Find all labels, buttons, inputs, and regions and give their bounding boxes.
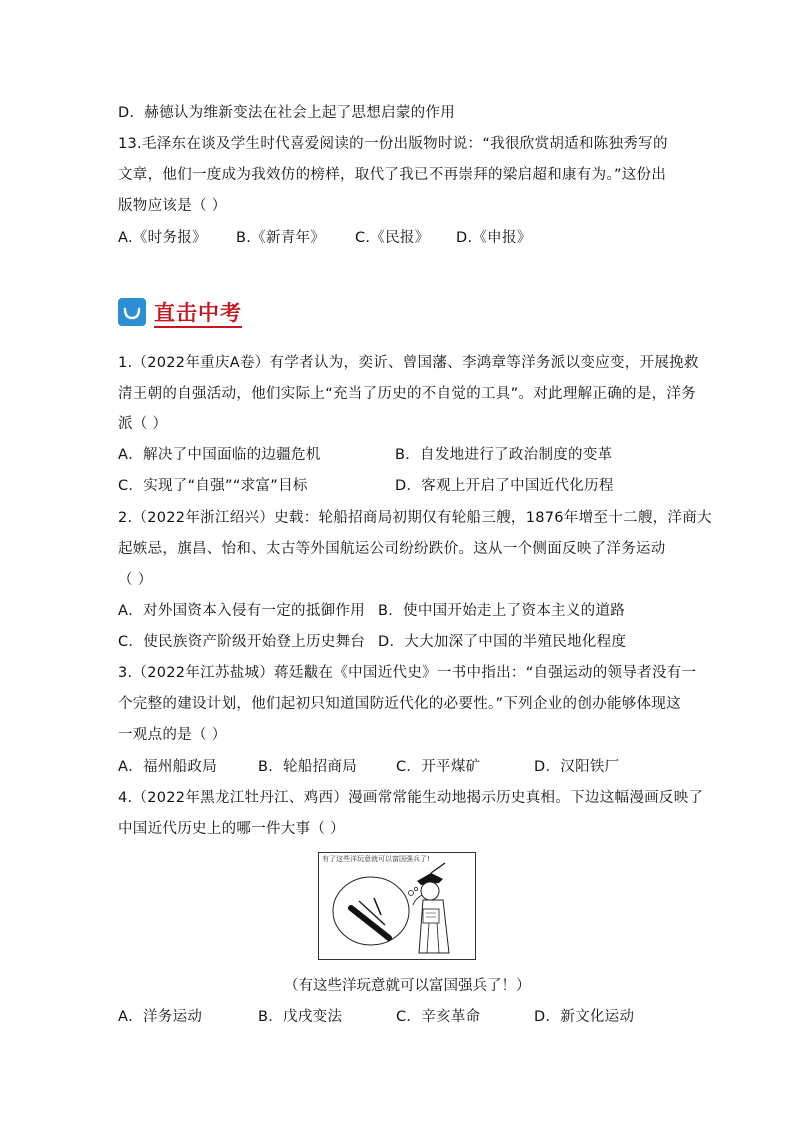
bag-icon [118,298,146,326]
q13-stem-line3: 版物应该是（ ） [118,198,227,214]
q2-option-c: C．使民族资产阶级开始登上历史舞台 [118,634,366,650]
q2-option-b: B．使中国开始走上了资本主义的道路 [378,603,626,619]
section-underline [154,326,242,328]
q1-stem-line1: 1.（2022年重庆A卷）有学者认为，奕䜣、曾国藩、李鸿章等洋务派以变应变，开展挽救 [118,355,699,371]
q2-option-d: D．大大加深了中国的半殖民地化程度 [378,634,627,650]
q2-stem-line2: 起嫉忌，旗昌、怡和、太古等外国航运公司纷纷跌价。这从一个侧面反映了洋务运动 [118,541,666,557]
q1-option-b: B．自发地进行了政治制度的变革 [395,447,613,463]
q2-stem-line1: 2.（2022年浙江绍兴）史载：轮船招商局初期仅有轮船三艘，1876年增至十二艘，洋商大 [118,510,712,526]
q13-option-a: A.《时务报》 [118,230,207,246]
section-header [118,296,248,330]
q4-option-d: D．新文化运动 [534,1009,635,1025]
q1-stem-line2: 清王朝的自强活动，他们实际上“充当了历史的不自觉的工具”。对此理解正确的是，洋务 [118,386,697,402]
q1-option-c: C．实现了“自强”“求富”目标 [118,478,308,494]
q1-option-a: A．解决了中国面临的边疆危机 [118,447,321,463]
q4-option-b: B．戊戌变法 [258,1009,343,1025]
q13-option-d: D.《申报》 [456,230,532,246]
q3-stem-line3: 一观点的是（ ） [118,727,227,743]
cartoon-text: 有了这些洋玩意就可以富国强兵了! [322,855,430,863]
q4-stem-line1: 4.（2022年黑龙江牡丹江、鸡西）漫画常常能生动地揭示历史真相。下边这幅漫画反映了 [118,790,704,806]
q13-option-b: B.《新青年》 [236,230,326,246]
q2-stem-line3: （ ） [118,572,153,588]
q4-stem-line2: 中国近代历史上的哪一件大事（ ） [118,821,345,837]
q3-stem-line2: 个完整的建设计划，他们起初只知道国防近代化的必要性。”下列企业的创办能够体现这 [118,696,681,712]
q13-stem-line1: 13.毛泽东在谈及学生时代喜爱阅读的一份出版物时说：“我很欣赏胡适和陈独秀写的 [118,136,668,152]
q13-option-c: C.《民报》 [355,230,430,246]
q1-stem-line3: 派（ ） [118,416,168,432]
q4-option-a: A．洋务运动 [118,1009,203,1025]
q3-stem-line1: 3.（2022年江苏盐城）蒋廷黻在《中国近代史》一书中指出：“自强运动的领导者没有一 [118,665,697,681]
cartoon-caption: （有这些洋玩意就可以富国强兵了！） [284,978,531,994]
q3-option-b: B．轮船招商局 [258,759,358,775]
q4-option-c: C．辛亥革命 [396,1009,481,1025]
cartoon-image [318,852,476,960]
section-title: 直击中考 [154,300,242,325]
q3-option-c: C．开平煤矿 [396,759,481,775]
q3-option-d: D．汉阳铁厂 [534,759,620,775]
q3-option-a: A．福州船政局 [118,759,218,775]
q1-option-d: D．客观上开启了中国近代化历程 [395,478,614,494]
q12-option-d: D．赫德认为维新变法在社会上起了思想启蒙的作用 [118,105,456,121]
q2-option-a: A．对外国资本入侵有一定的抵御作用 [118,603,366,619]
q13-stem-line2: 文章，他们一度成为我效仿的榜样，取代了我已不再崇拜的梁启超和康有为。”这份出 [118,167,667,183]
